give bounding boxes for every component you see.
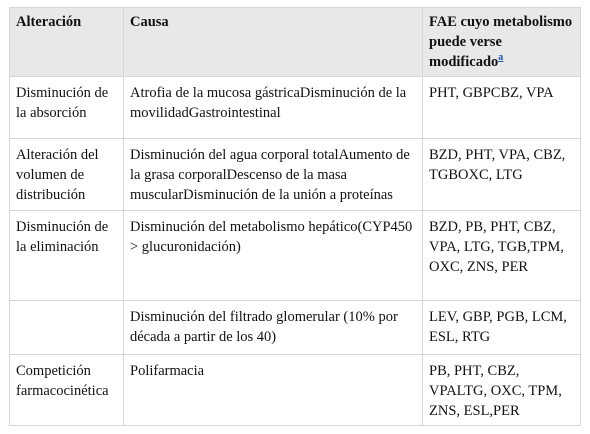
fae-alteration-table bbox=[9, 7, 581, 426]
cell-causa: Disminución del metabolismo hepático(CYP450 > glucuronidación) bbox=[124, 211, 423, 301]
cell-causa: Disminución del agua corporal totalAumento de la grasa corporalDescenso de la masa muscularDisminución de la unión a proteínas bbox=[124, 139, 423, 211]
cell-fae: LEV, GBP, PGB, LCM, ESL, RTG bbox=[423, 301, 581, 355]
header-fae bbox=[423, 8, 581, 77]
cell-fae: BZD, PB, PHT, CBZ, VPA, LTG, TGB,TPM, OXC, ZNS, PER bbox=[423, 211, 581, 301]
header-fae-label: FAE cuyo metabolismo puede verse modificado bbox=[429, 14, 573, 70]
cell-fae: PB, PHT, CBZ, VPALTG, OXC, TPM, ZNS, ESL,PER bbox=[423, 355, 581, 426]
header-causa: Causa bbox=[124, 8, 423, 77]
table-row bbox=[10, 211, 581, 301]
header-alteracion: Alteración bbox=[10, 8, 124, 77]
cell-fae: BZD, PHT, VPA, CBZ, TGBOXC, LTG bbox=[423, 139, 581, 211]
cell-causa: Atrofia de la mucosa gástricaDisminución de la movilidadGastrointestinal bbox=[124, 77, 423, 139]
footnote-link[interactable]: a bbox=[498, 52, 504, 64]
cell-alteracion: Disminución de la eliminación bbox=[10, 211, 124, 301]
table-row bbox=[10, 77, 581, 139]
cell-alteracion: Competición farmacocinética bbox=[10, 355, 124, 426]
header-row bbox=[10, 8, 581, 77]
table-header bbox=[10, 8, 581, 77]
table-row bbox=[10, 355, 581, 426]
cell-fae: PHT, GBPCBZ, VPA bbox=[423, 77, 581, 139]
table-body bbox=[10, 77, 581, 426]
cell-alteracion: Alteración del volumen de distribución bbox=[10, 139, 124, 211]
cell-causa: Polifarmacia bbox=[124, 355, 423, 426]
cell-alteracion bbox=[10, 301, 124, 355]
table-row bbox=[10, 301, 581, 355]
cell-causa: Disminución del filtrado glomerular (10% por década a partir de los 40) bbox=[124, 301, 423, 355]
cell-alteracion: Disminución de la absorción bbox=[10, 77, 124, 139]
table-row bbox=[10, 139, 581, 211]
